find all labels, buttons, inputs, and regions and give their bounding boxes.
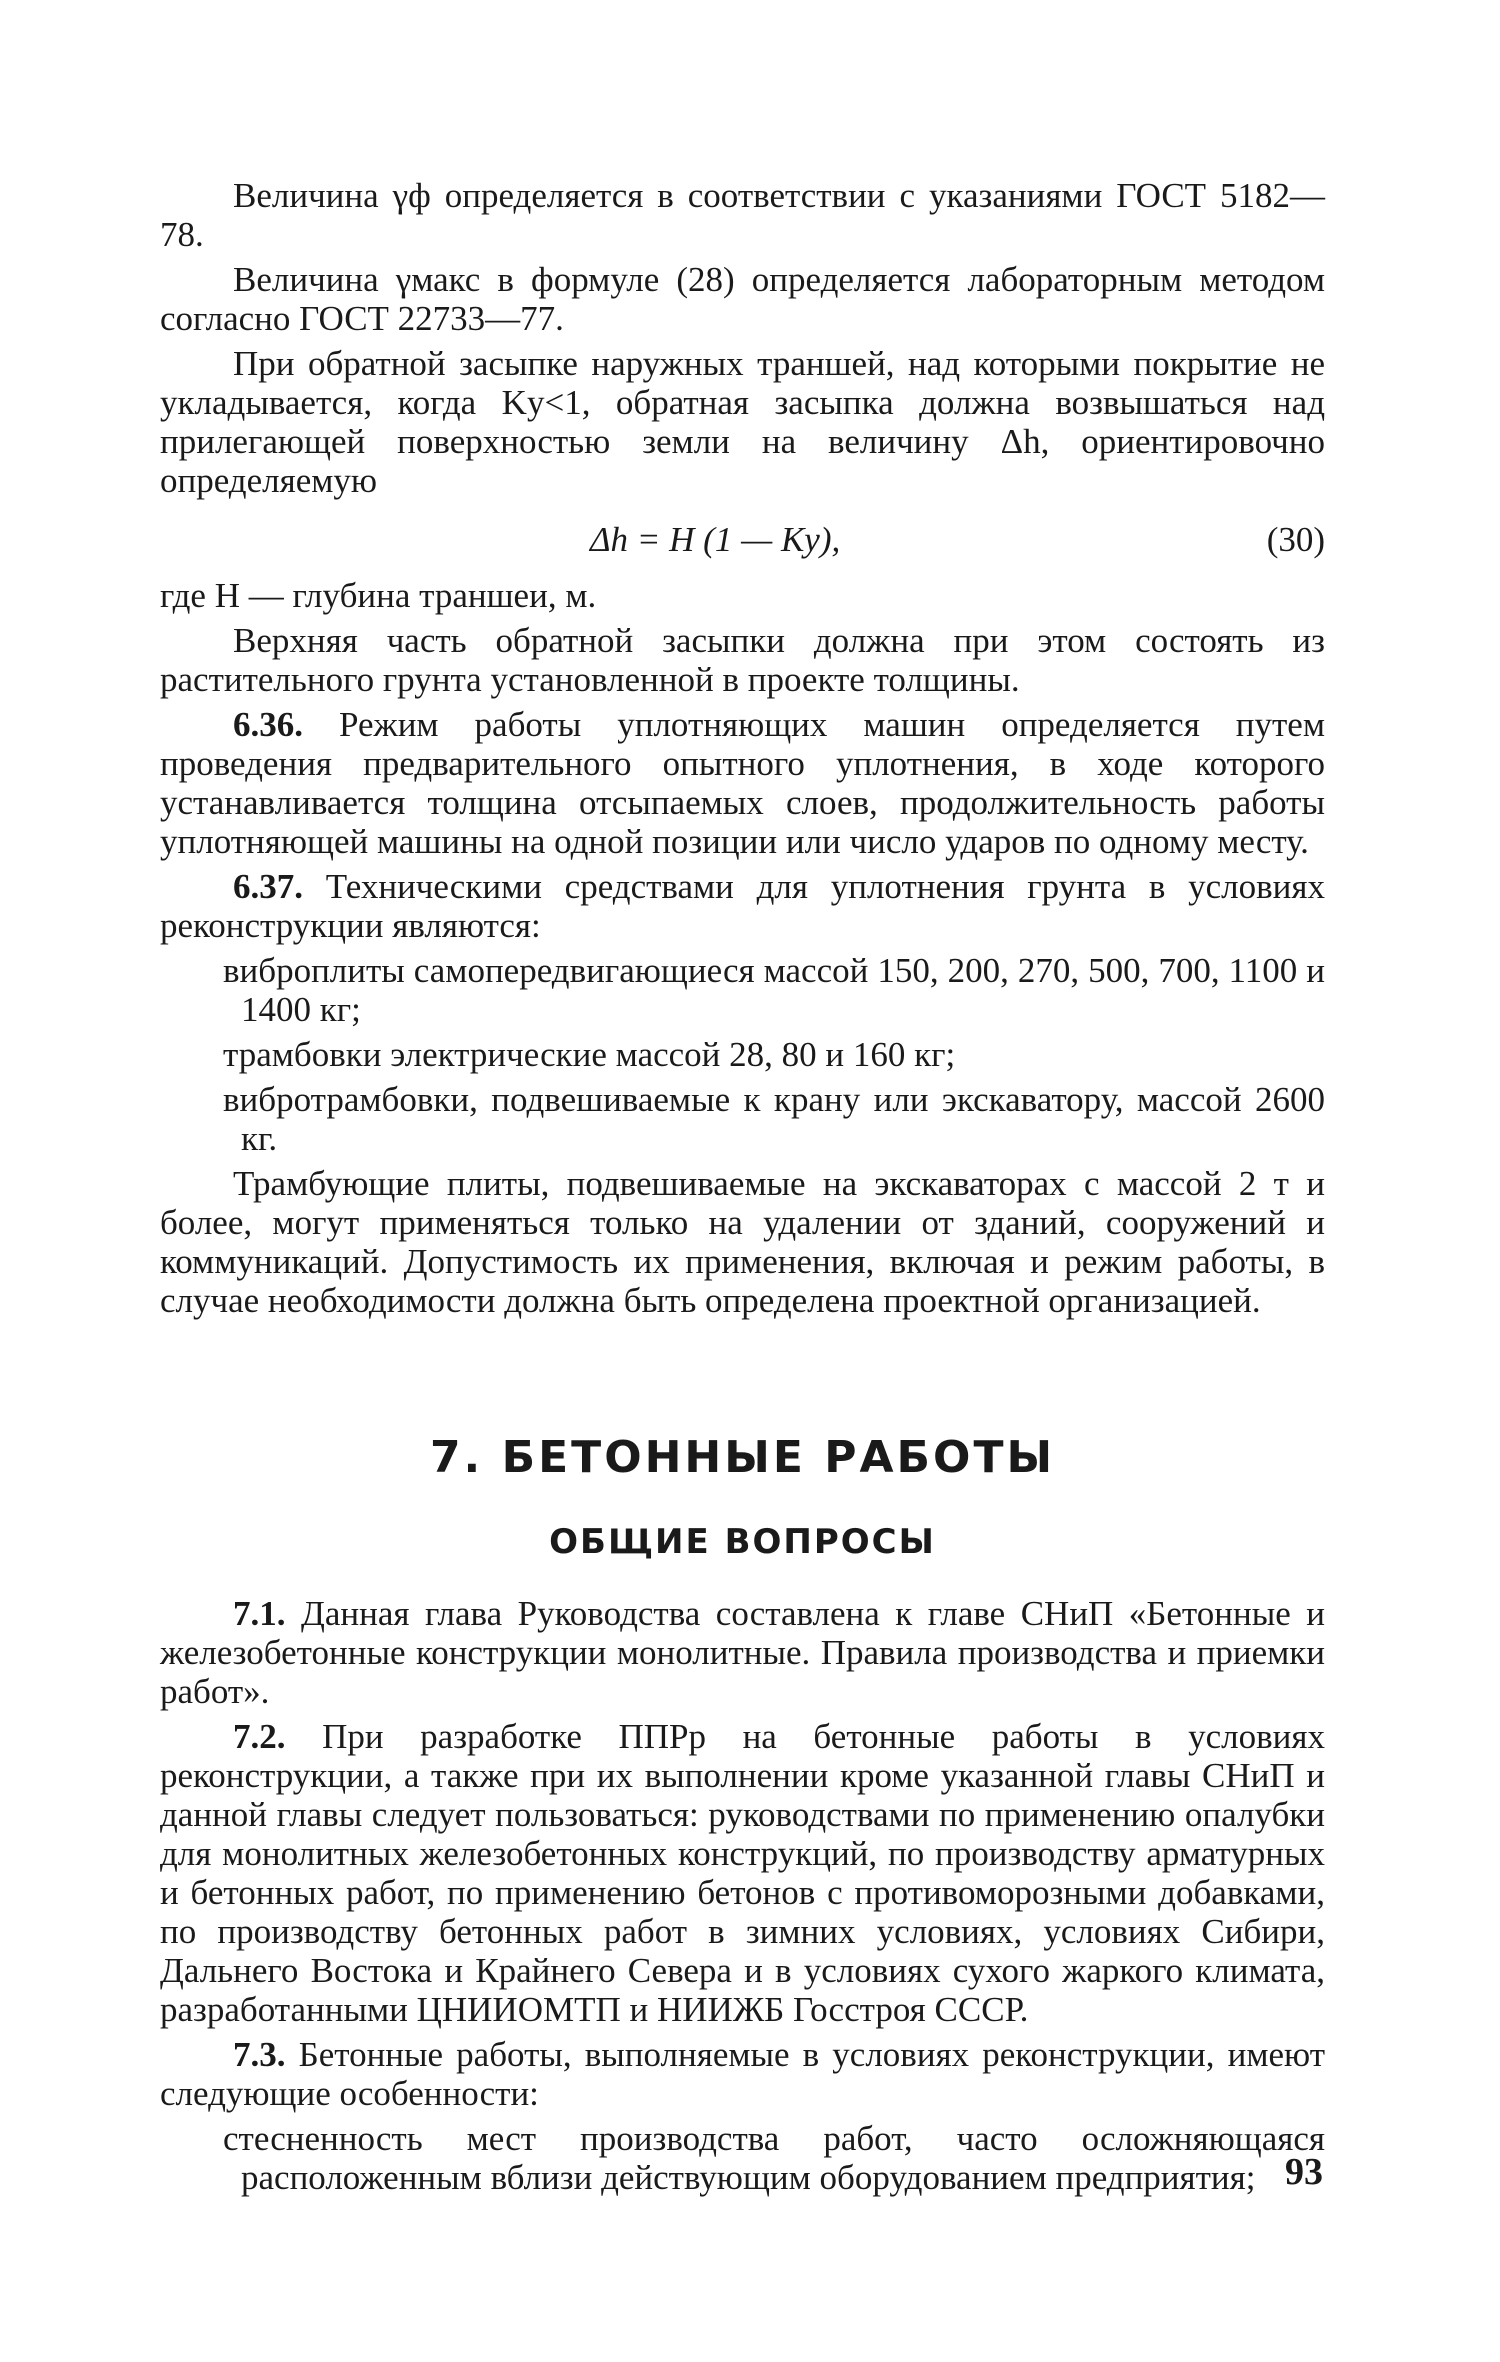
clause-number: 6.36. bbox=[233, 705, 303, 744]
clause-number: 7.1. bbox=[233, 1594, 286, 1633]
list-item: трамбовки электрические массой 28, 80 и 160 кг; bbox=[223, 1035, 956, 1074]
clause-text: При разработке ППРр на бетонные работы в условиях реконструкции, а также при их выполнении кроме указанной главы СНиП и данной главы следует пользоваться: руководствами по применению опалубки для монолитных железобетонных конструкций, по производству арматурных и бетонных работ, по применению бетонов с противоморозными добавками, по производству бетонных работ в зимних условиях, условиях Сибири, Дальнего Востока и Крайнего Севера и в условиях сухого жаркого климата, разработанными ЦНИИОМТП и НИИЖБ Госстроя СССР. bbox=[160, 1717, 1325, 2029]
section-title: 7. БЕТОННЫЕ РАБОТЫ bbox=[429, 1432, 1056, 1483]
page-number: 93 bbox=[1285, 2151, 1323, 2193]
paragraph-7-3 bbox=[160, 2035, 1325, 2113]
paragraph-7-2 bbox=[160, 1717, 1325, 2029]
paragraph-7-1 bbox=[160, 1594, 1325, 1711]
list-item: виброплиты самопередвигающиеся массой 150, 200, 270, 500, 700, 1100 и 1400 кг; bbox=[223, 951, 1325, 1029]
subsection-title: ОБЩИЕ ВОПРОСЫ bbox=[549, 1522, 936, 1562]
paragraph-6-37 bbox=[160, 867, 1325, 945]
formula-30 bbox=[160, 506, 1325, 566]
clause-number: 6.37. bbox=[233, 867, 303, 906]
clause-text: Данная глава Руководства составлена к главе СНиП «Бетонные и железобетонные конструкции монолитные. Правила производства и приемки работ». bbox=[160, 1594, 1325, 1711]
page-content bbox=[160, 176, 1325, 2203]
list-item: вибротрамбовки, подвешиваемые к крану или экскаватору, массой 2600 кг. bbox=[223, 1080, 1325, 1158]
paragraph-tamping-plates: Трамбующие плиты, подвешиваемые на экскаваторах с массой 2 т и более, могут применяться только на удалении от зданий, сооружений и коммуникаций. Допустимость их применения, включая и режим работы, в случае необходимости должна быть определена проектной организацией. bbox=[160, 1164, 1325, 1320]
list-item: стесненность мест производства работ, часто осложняющаяся расположенным вблизи действующим оборудованием предприятия; bbox=[223, 2119, 1325, 2197]
paragraph-gamma-f: Величина γф определяется в соответствии с указаниями ГОСТ 5182—78. bbox=[160, 176, 1325, 254]
clause-text: Техническими средствами для уплотнения грунта в условиях реконструкции являются: bbox=[160, 867, 1325, 945]
paragraph-top-layer: Верхняя часть обратной засыпки должна при этом состоять из растительного грунта установленной в проекте толщины. bbox=[160, 621, 1325, 699]
paragraph-backfill: При обратной засыпке наружных траншей, над которыми покрытие не укладывается, когда Kу<1, обратная засыпка должна возвышаться над прилегающей поверхностью земли на величину Δh, ориентировочно определяемую bbox=[160, 344, 1325, 500]
clause-number: 7.2. bbox=[233, 1717, 286, 1756]
clause-number: 7.3. bbox=[233, 2035, 286, 2074]
clause-text: Бетонные работы, выполняемые в условиях реконструкции, имеют следующие особенности: bbox=[160, 2035, 1325, 2113]
paragraph-where: где H — глубина траншеи, м. bbox=[160, 576, 597, 615]
paragraph-gamma-max: Величина γмакс в формуле (28) определяется лабораторным методом согласно ГОСТ 22733—77. bbox=[160, 260, 1325, 338]
formula-expression: Δh = H (1 — Kу), bbox=[590, 520, 841, 559]
clause-text: Режим работы уплотняющих машин определяется путем проведения предварительного опытного уплотнения, в ходе которого устанавливается толщина отсыпаемых слоев, продолжительность работы уплотняющей машины на одной позиции или число ударов по одному месту. bbox=[160, 705, 1325, 861]
formula-number: (30) bbox=[1266, 520, 1325, 559]
paragraph-6-36 bbox=[160, 705, 1325, 861]
